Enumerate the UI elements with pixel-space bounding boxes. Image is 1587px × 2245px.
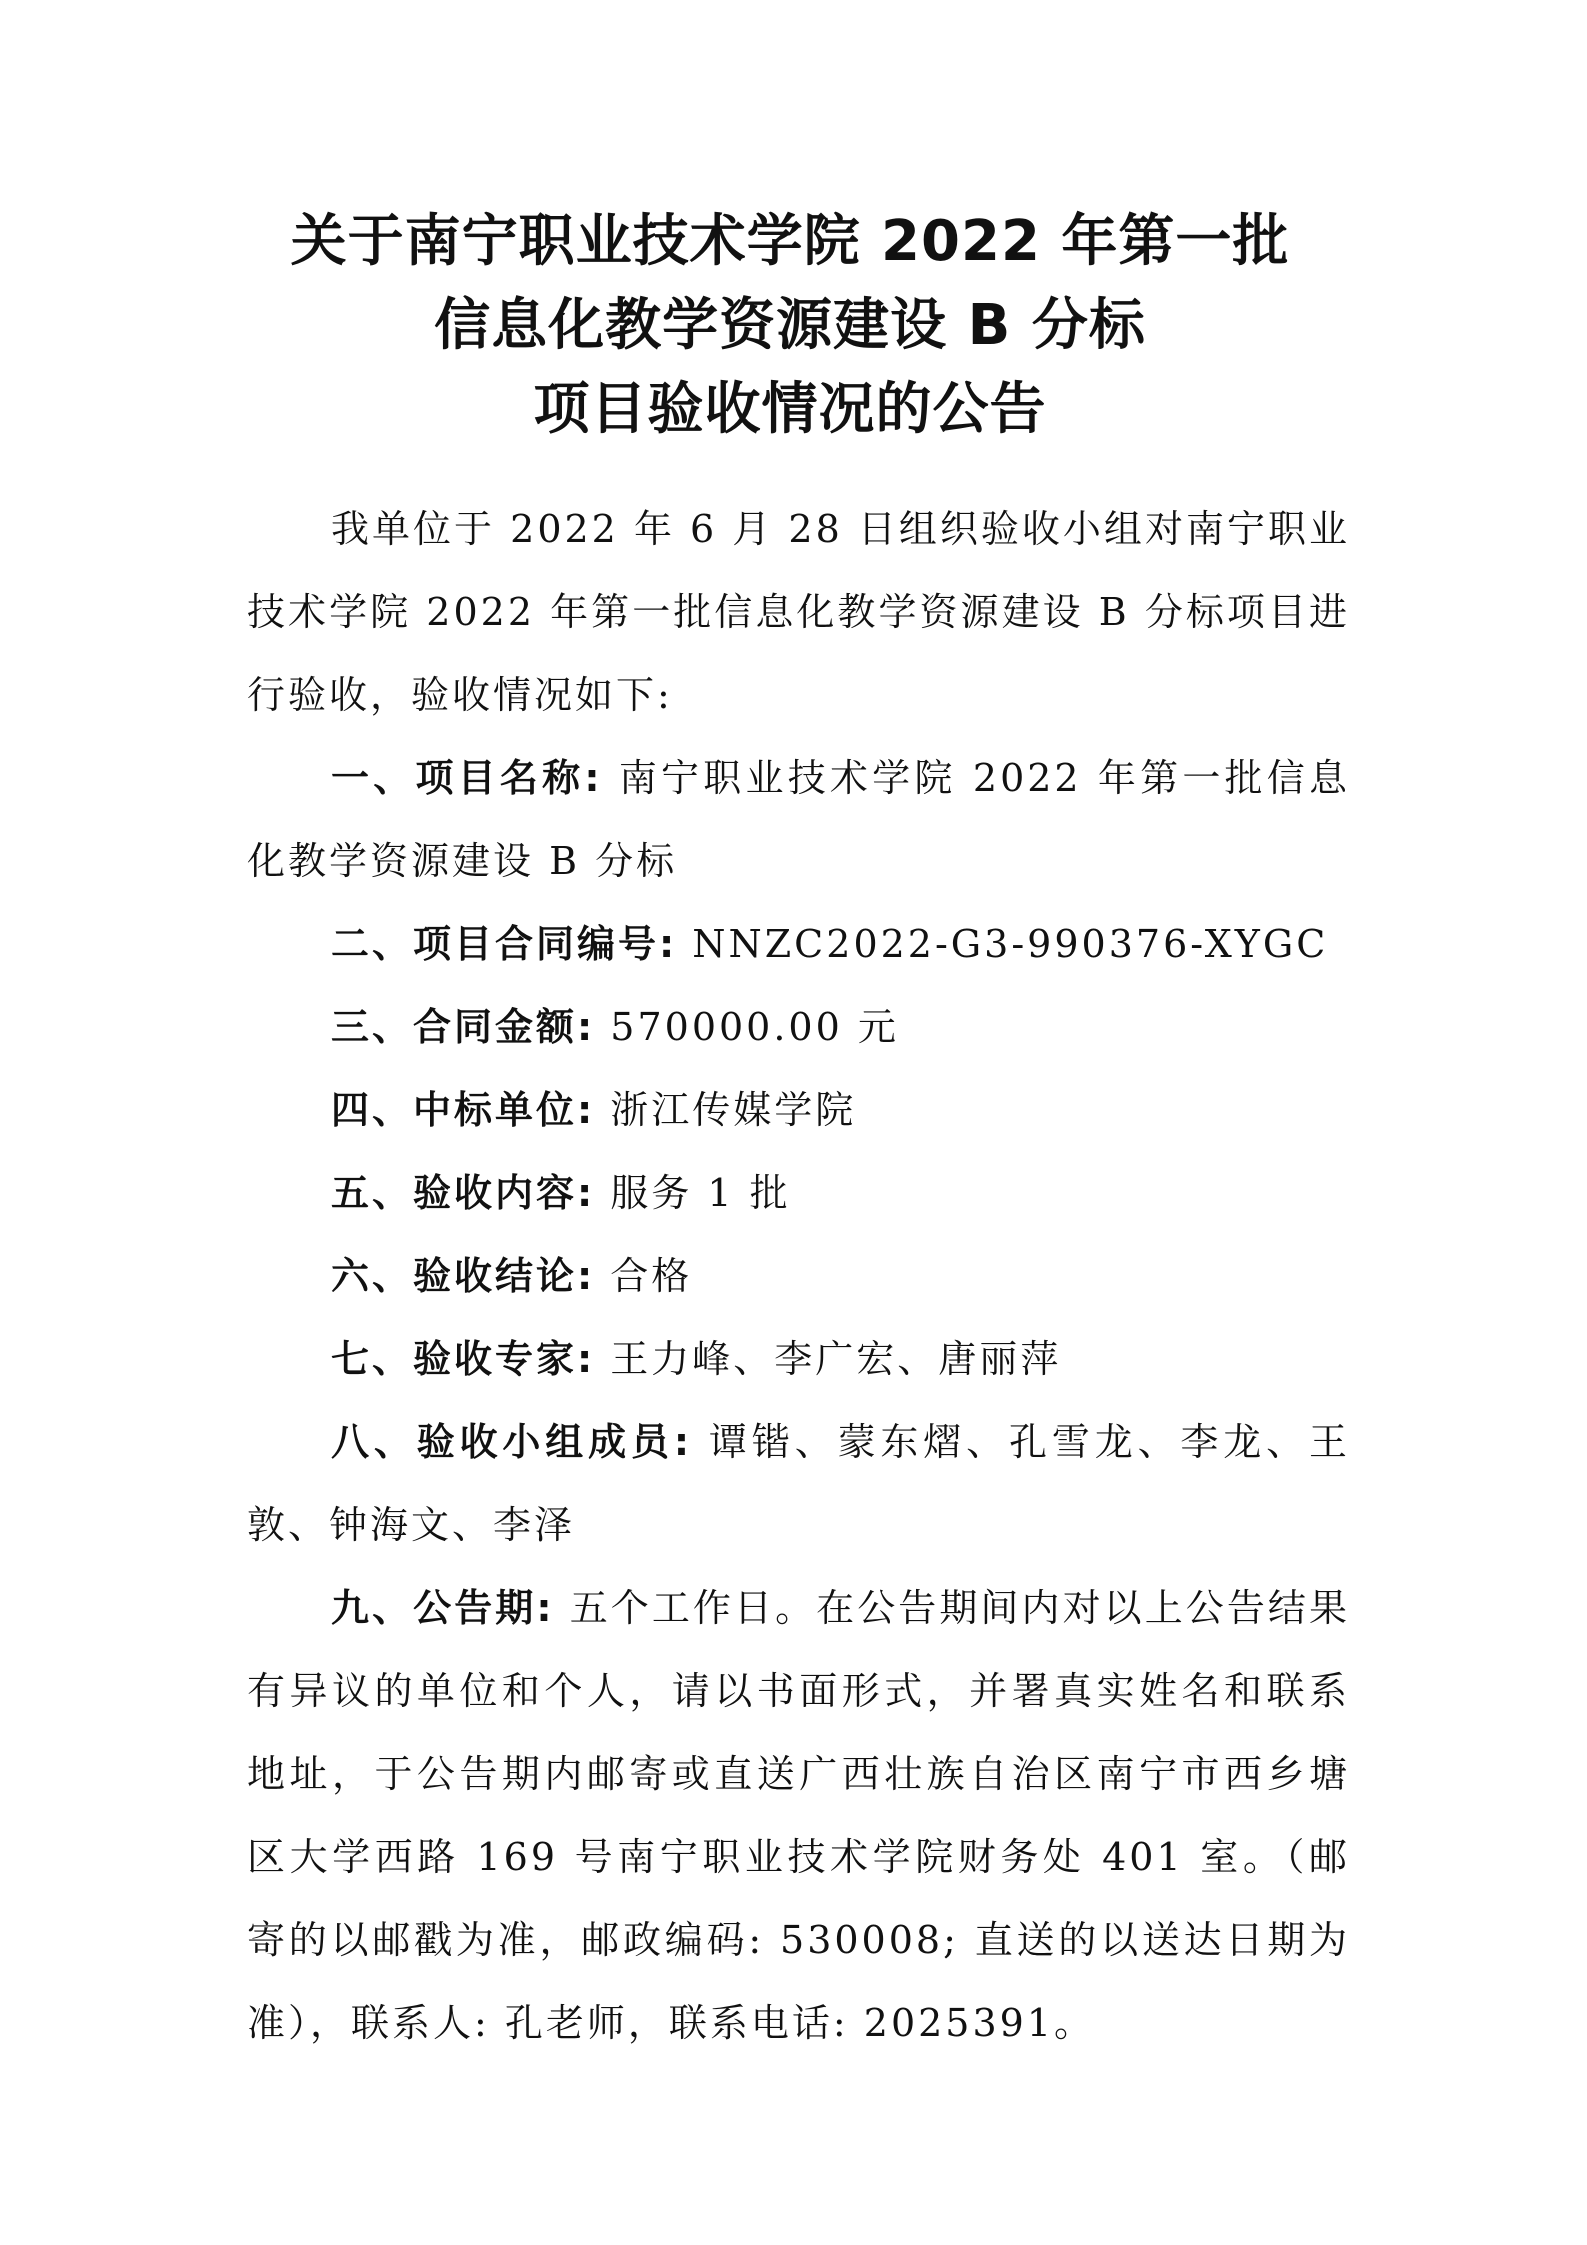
item-acceptance-content <box>247 1152 1350 1235</box>
title-line-2: 信息化教学资源建设 B 分标 <box>434 293 1146 358</box>
item-label: 七、验收专家: <box>331 1337 596 1381</box>
item-label: 二、项目合同编号: <box>331 922 678 966</box>
item-value: 谭锴、蒙东熠、孔雪龙、李龙、王敦、钟海文、李泽 <box>247 1420 1350 1547</box>
item-label: 五、验收内容: <box>331 1171 596 1215</box>
item-winning-bidder <box>247 1069 1350 1152</box>
item-group-members <box>247 1401 1350 1567</box>
item-label: 八、验收小组成员: <box>331 1420 693 1464</box>
title-line-3: 项目验收情况的公告 <box>533 377 1047 442</box>
item-value: 合格 <box>595 1254 693 1298</box>
item-contract-number <box>247 903 1350 986</box>
item-value: 王力峰、李广宏、唐丽萍 <box>595 1337 1062 1381</box>
item-label: 一、项目名称: <box>331 756 603 800</box>
item-value: 南宁职业技术学院 2022 年第一批信息化教学资源建设 B 分标 <box>247 756 1350 883</box>
item-label: 三、合同金额: <box>331 1005 596 1049</box>
item-contract-amount <box>247 986 1350 1069</box>
item-acceptance-conclusion <box>247 1235 1350 1318</box>
item-value: NNZC2022-G3-990376-XYGC <box>677 922 1329 966</box>
title-line-1: 关于南宁职业技术学院 2022 年第一批 <box>290 209 1290 274</box>
item-value: 浙江传媒学院 <box>595 1088 857 1132</box>
document-title <box>240 200 1340 452</box>
item-value: 五个工作日。在公告期间内对以上公告结果有异议的单位和个人，请以书面形式，并署真实姓名和联系地址，于公告期内邮寄或直送广西壮族自治区南宁市西乡塘区大学西路 169 号南宁职业技术学院财务处 401 室。（邮寄的以邮戳为准，邮政编码: 530008; 直送的以送达日期为准），联系人: 孔老师，联系电话: 2025391。 <box>247 1586 1350 2045</box>
item-announcement-period <box>247 1567 1350 2065</box>
item-value: 服务 1 批 <box>595 1171 791 1215</box>
item-label: 四、中标单位: <box>331 1088 596 1132</box>
item-project-name <box>247 737 1350 903</box>
item-label: 九、公告期: <box>331 1586 555 1630</box>
intro-paragraph: 我单位于 2022 年 6 月 28 日组织验收小组对南宁职业技术学院 2022 年第一批信息化教学资源建设 B 分标项目进行验收，验收情况如下: <box>247 507 1350 717</box>
item-label: 六、验收结论: <box>331 1254 596 1298</box>
document-body <box>247 488 1350 2065</box>
item-acceptance-experts <box>247 1318 1350 1401</box>
item-value: 570000.00 元 <box>595 1005 899 1049</box>
